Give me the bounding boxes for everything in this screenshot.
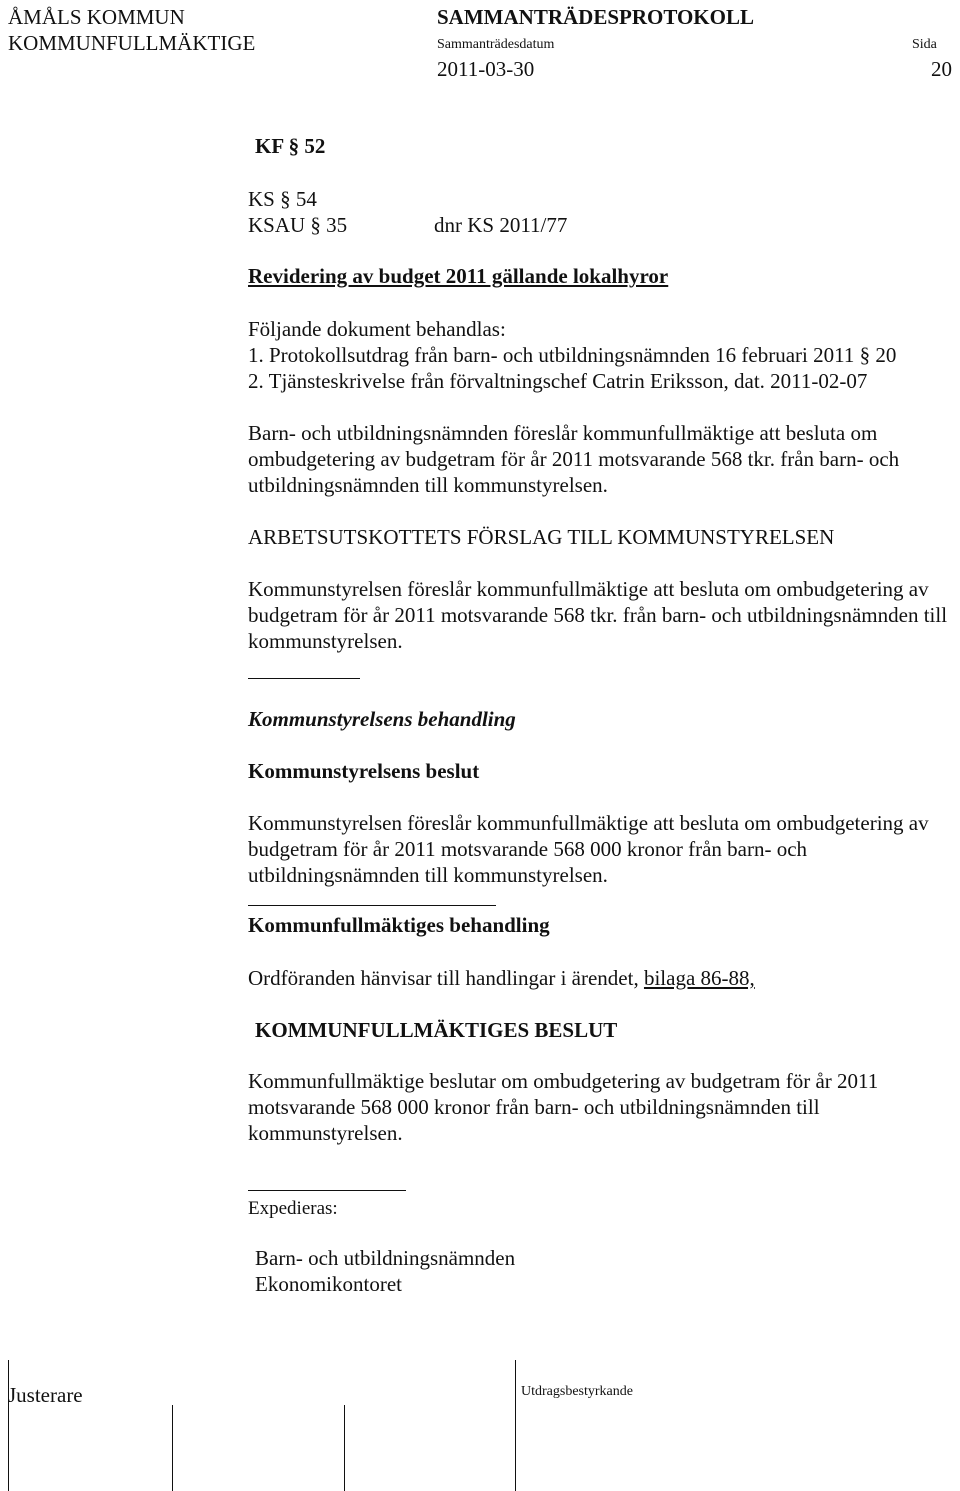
dispatch-recipient: Ekonomikontoret <box>255 1272 402 1296</box>
signature-box-divider <box>344 1405 345 1491</box>
page-label: Sida <box>912 37 937 52</box>
page-number: 20 <box>931 57 952 81</box>
section-divider <box>248 678 360 679</box>
dispatch-label: Expedieras: <box>248 1198 338 1219</box>
dispatch-divider <box>248 1190 406 1191</box>
attachment-reference: bilaga 86-88, <box>643 966 755 990</box>
meeting-date-label: Sammanträdesdatum <box>437 37 555 52</box>
signature-box-divider <box>8 1360 9 1491</box>
kf-treatment-sentence: Ordföranden hänvisar till handlingar i ärendet, <box>248 966 639 990</box>
kf-treatment-text <box>248 965 755 991</box>
case-title: Revidering av budget 2011 gällande lokalhyror <box>248 264 669 288</box>
document-item: 1. Protokollsutdrag från barn- och utbildningsnämnden 16 februari 2011 § 20 <box>248 343 897 367</box>
council-name: KOMMUNFULLMÄKTIGE <box>8 31 256 55</box>
section-divider <box>248 905 496 906</box>
kf-paragraph: KF § 52 <box>255 134 326 158</box>
case-number: dnr KS 2011/77 <box>434 213 568 237</box>
meeting-date: 2011-03-30 <box>437 57 535 81</box>
signature-box-divider <box>172 1405 173 1491</box>
ks-paragraph: KS § 54 <box>248 187 317 211</box>
kf-decision-heading: KOMMUNFULLMÄKTIGES BESLUT <box>255 1018 618 1042</box>
kf-decision-text: Kommunfullmäktige beslutar om ombudgetering av budgetram för år 2011 motsvarande 568 000 kronor från barn- och utbildningsnämnden till kommunstyrelsen. <box>248 1069 879 1145</box>
certifier-label: Utdragsbestyrkande <box>521 1384 633 1399</box>
ks-decision-heading: Kommunstyrelsens beslut <box>248 759 480 783</box>
ks-treatment-heading: Kommunstyrelsens behandling <box>248 707 516 731</box>
adjusters-label: Justerare <box>8 1383 83 1407</box>
dispatch-recipient: Barn- och utbildningsnämnden <box>255 1246 516 1270</box>
municipality-name: ÅMÅLS KOMMUN <box>8 5 185 29</box>
bun-proposal: Barn- och utbildningsnämnden föreslår kommunfullmäktige att besluta om ombudgetering av budgetram för år 2011 motsvarande 568 tkr. från barn- och utbildningsnämnden till kommunstyrelsen. <box>248 421 900 497</box>
kf-treatment-heading: Kommunfullmäktiges behandling <box>248 913 550 937</box>
ksau-heading: ARBETSUTSKOTTETS FÖRSLAG TILL KOMMUNSTYRELSEN <box>248 525 835 549</box>
ksau-proposal: Kommunstyrelsen föreslår kommunfullmäktige att besluta om ombudgetering av budgetram för år 2011 motsvarande 568 tkr. från barn- och utbildningsnämnden till kommunstyrelsen. <box>248 577 948 653</box>
document-type: SAMMANTRÄDESPROTOKOLL <box>437 5 754 29</box>
signature-box-divider <box>515 1360 516 1491</box>
ks-decision-text: Kommunstyrelsen föreslår kommunfullmäktige att besluta om ombudgetering av budgetram för år 2011 motsvarande 568 000 kronor från barn- och utbildningsnämnden till kommunstyrelsen. <box>248 811 929 887</box>
ksau-paragraph: KSAU § 35 <box>248 213 348 237</box>
documents-intro: Följande dokument behandlas: <box>248 317 506 341</box>
document-item: 2. Tjänsteskrivelse från förvaltningschef Catrin Eriksson, dat. 2011-02-07 <box>248 369 868 393</box>
